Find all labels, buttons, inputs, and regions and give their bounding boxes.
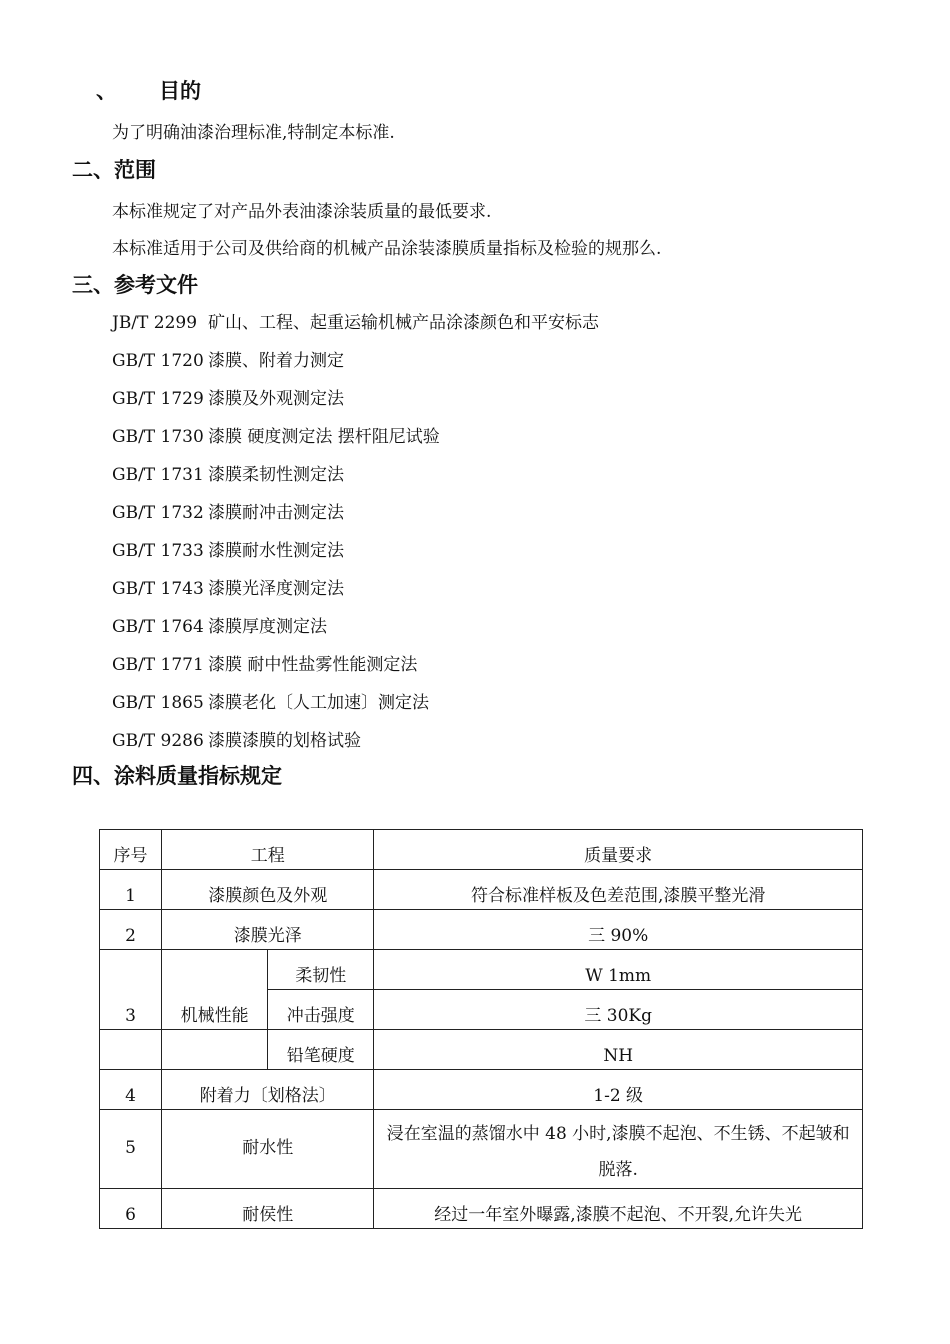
scope-line: 本标准规定了对产品外表油漆涂装质量的最低要求.: [112, 202, 492, 222]
table-row: [100, 1030, 863, 1070]
row-item: 附着力〔划格法〕: [162, 1070, 374, 1110]
section-title: 涂料质量指标规定: [114, 764, 282, 788]
reference-item: [112, 388, 344, 410]
header-no: 序号: [100, 830, 162, 870]
reference-title: 漆膜、附着力测定: [208, 351, 344, 371]
reference-code: GB/T 1730: [112, 427, 204, 447]
row-no: 1: [100, 870, 162, 910]
sub-item: 柔韧性: [268, 950, 374, 990]
section-number: 四、: [72, 764, 114, 788]
header-requirement: 质量要求: [374, 830, 863, 870]
row-item: 耐水性: [162, 1110, 374, 1189]
row-item-spacer: [162, 950, 268, 990]
reference-title: 漆膜厚度测定法: [208, 617, 327, 637]
reference-title: 漆膜 耐中性盐雾性能测定法: [208, 655, 418, 675]
reference-title: 漆膜耐冲击测定法: [208, 503, 344, 523]
table-row: [100, 1110, 863, 1189]
section-heading-references: [72, 272, 198, 298]
row-requirement: 浸在室温的蒸馏水中 48 小时,漆膜不起泡、不生锈、不起皱和脱落.: [374, 1110, 863, 1189]
section-title: 参考文件: [114, 273, 198, 297]
row-requirement: 1-2 级: [374, 1070, 863, 1110]
reference-title: 漆膜漆膜的划格试验: [208, 731, 361, 751]
reference-code: GB/T 1720: [112, 351, 204, 371]
section-heading-quality: [72, 763, 282, 789]
reference-code: GB/T 1732: [112, 503, 204, 523]
reference-title: 矿山、工程、起重运输机械产品涂漆颜色和平安标志: [208, 313, 599, 333]
row-no: 4: [100, 1070, 162, 1110]
section-heading-purpose: [96, 78, 201, 104]
reference-item: [112, 350, 344, 372]
reference-title: 漆膜 硬度测定法 摆杆阻尼试验: [208, 427, 440, 447]
row-requirement: 符合标准样板及色差范围,漆膜平整光滑: [374, 870, 863, 910]
reference-item: [112, 540, 344, 562]
row-no: 5: [100, 1110, 162, 1189]
reference-code: GB/T 1733: [112, 541, 204, 561]
reference-code: GB/T 9286: [112, 731, 204, 751]
row-item: 漆膜颜色及外观: [162, 870, 374, 910]
table-row: [100, 990, 863, 1030]
reference-item: [112, 502, 344, 524]
reference-title: 漆膜耐水性测定法: [208, 541, 344, 561]
header-item: 工程: [162, 830, 374, 870]
reference-item: [112, 730, 361, 752]
reference-item: [112, 426, 440, 448]
row-no-spacer: [100, 1030, 162, 1070]
table-row: [100, 950, 863, 990]
reference-title: 漆膜柔韧性测定法: [208, 465, 344, 485]
section-heading-scope: [72, 157, 156, 183]
table-row: [100, 870, 863, 910]
row-no: 3: [100, 990, 162, 1030]
reference-code: JB/T 2299: [112, 313, 198, 333]
reference-code: GB/T 1731: [112, 465, 204, 485]
section-number: 二、: [72, 158, 114, 182]
table-row: [100, 1070, 863, 1110]
row-no-spacer: [100, 950, 162, 990]
reference-code: GB/T 1743: [112, 579, 204, 599]
reference-code: GB/T 1764: [112, 617, 204, 637]
sub-requirement: NH: [374, 1030, 863, 1070]
reference-item: [112, 464, 344, 486]
reference-item: [112, 654, 417, 676]
reference-item: [112, 578, 344, 600]
section-number: 三、: [72, 273, 114, 297]
row-item: 漆膜光泽: [162, 910, 374, 950]
row-item-spacer: [162, 1030, 268, 1070]
sub-item: 冲击强度: [268, 990, 374, 1030]
table-row: [100, 1189, 863, 1229]
reference-item: [112, 616, 327, 638]
reference-item: [112, 312, 599, 334]
row-item: 机械性能: [162, 990, 268, 1030]
quality-table: [99, 829, 863, 1229]
reference-code: GB/T 1865: [112, 693, 204, 713]
reference-code: GB/T 1771: [112, 655, 204, 675]
sub-item: 铅笔硬度: [268, 1030, 374, 1070]
reference-title: 漆膜光泽度测定法: [208, 579, 344, 599]
row-item: 耐侯性: [162, 1189, 374, 1229]
row-no: 6: [100, 1189, 162, 1229]
table-header-row: [100, 830, 863, 870]
row-requirement: 三 90%: [374, 910, 863, 950]
reference-title: 漆膜及外观测定法: [208, 389, 344, 409]
sub-requirement: W 1mm: [374, 950, 863, 990]
sub-requirement: 三 30Kg: [374, 990, 863, 1030]
section-title: 范围: [114, 158, 156, 182]
section-title: 目的: [159, 79, 201, 103]
row-requirement: 经过一年室外曝露,漆膜不起泡、不开裂,允许失光: [374, 1189, 863, 1229]
reference-code: GB/T 1729: [112, 389, 204, 409]
reference-item: [112, 692, 429, 714]
section-number: 、: [96, 79, 117, 103]
purpose-text: 为了明确油漆治理标准,特制定本标准.: [112, 123, 395, 143]
row-no: 2: [100, 910, 162, 950]
scope-line: 本标准适用于公司及供给商的机械产品涂装漆膜质量指标及检验的规那么.: [112, 239, 662, 259]
reference-title: 漆膜老化〔人工加速〕测定法: [208, 693, 429, 713]
table-row: [100, 910, 863, 950]
